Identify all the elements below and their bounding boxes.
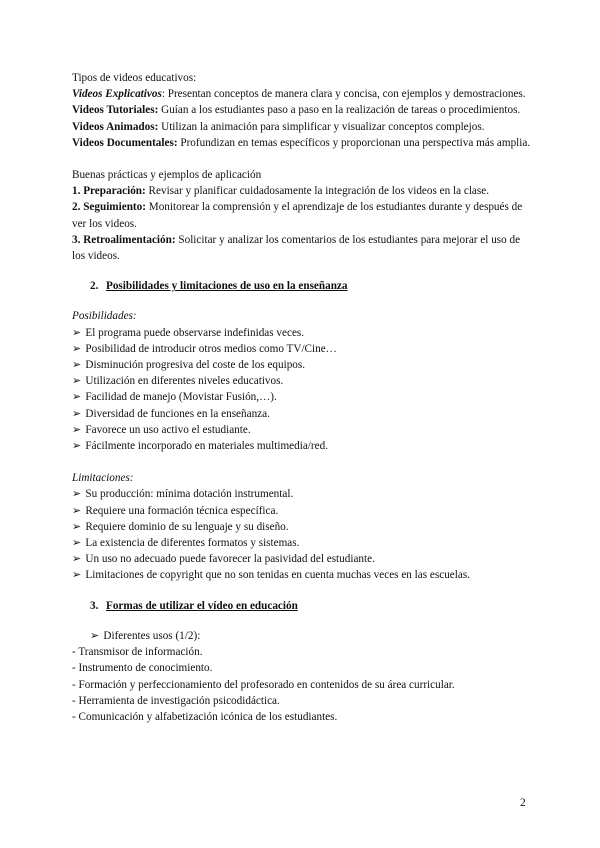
list-item: ➢ Facilidad de manejo (Movistar Fusión,…). [72,391,277,404]
list-item: ➢ Diversidad de funciones en la enseñanza. [72,407,270,420]
list-item: ➢ Fácilmente incorporado en materiales multimedia/red. [72,440,328,453]
type-item-animados: Videos Animados: Utilizan la animación para simplificar y visualizar conceptos complejos. [72,120,485,133]
possibilities-label: Posibilidades: [72,310,137,323]
list-item: ➢ El programa puede observarse indefinidas veces. [72,326,305,339]
arrow-bullet-icon: ➢ [72,423,82,436]
arrow-bullet-icon: ➢ [72,537,82,550]
type-item-tutoriales: Videos Tutoriales: Guían a los estudiantes paso a paso en la realización de tareas o procedimientos. [72,104,521,117]
type-item-explicativos: Videos Explicativos: Presentan conceptos de manera clara y concisa, con ejemplos y demostraciones. [72,88,526,101]
list-item: - Comunicación y alfabetización icónica de los estudiantes. [72,710,338,723]
list-item: ➢ Disminución progresiva del coste de los equipos. [72,359,306,372]
practices-title: Buenas prácticas y ejemplos de aplicación [72,169,262,182]
list-item: - Formación y perfeccionamiento del profesorado en contenidos de su área curricular. [72,678,455,691]
spacer [72,151,532,167]
section-2-heading: 2. Posibilidades y limitaciones de uso en la enseñanza [90,280,348,293]
practice-item: 2. Seguimiento: Monitorear la comprensión y el aprendizaje de los estudiantes durante y después de ver los videos. [72,201,523,230]
uses-label: ➢ Diferentes usos (1/2): [90,629,201,642]
arrow-bullet-icon: ➢ [72,553,82,566]
arrow-bullet-icon: ➢ [90,629,100,642]
types-title: Tipos de videos educativos: [72,72,197,84]
list-item: ➢ Favorece un uso activo el estudiante. [72,423,251,436]
uses-list [72,644,532,725]
type-item-documentales: Videos Documentales: Profundizan en temas específicos y proporcionan una perspectiva más amplia. [72,136,531,149]
section-3-heading: 3. Formas de utilizar el vídeo en educación [90,599,298,612]
practice-item: 3. Retroalimentación: Solicitar y analizar los comentarios de los estudiantes para mejorar el uso de los videos. [72,233,521,263]
list-item: ➢ Su producción: mínima dotación instrumental. [72,488,294,501]
list-item: - Herramienta de investigación psicodidáctica. [72,694,280,707]
list-item: - Instrumento de conocimiento. [72,662,213,675]
arrow-bullet-icon: ➢ [72,520,82,533]
list-item: ➢ Requiere dominio de su lenguaje y su diseño. [72,520,289,533]
arrow-bullet-icon: ➢ [72,391,82,404]
arrow-bullet-icon: ➢ [72,504,82,517]
list-item: ➢ Limitaciones de copyright que no son tenidas en cuenta muchas veces en las escuelas. [72,569,470,582]
limitations-list [72,486,532,583]
practice-item: 1. Preparación: Revisar y planificar cuidadosamente la integración de los videos en la clase. [72,185,490,198]
arrow-bullet-icon: ➢ [72,569,82,582]
arrow-bullet-icon: ➢ [72,342,82,355]
arrow-bullet-icon: ➢ [72,407,82,420]
arrow-bullet-icon: ➢ [72,359,82,372]
possibilities-list [72,325,532,455]
list-item: ➢ Utilización en diferentes niveles educativos. [72,375,284,388]
list-item: ➢ La existencia de diferentes formatos y sistemas. [72,537,300,550]
arrow-bullet-icon: ➢ [72,440,82,453]
list-item: - Transmisor de información. [72,646,203,659]
arrow-bullet-icon: ➢ [72,488,82,501]
page-number: 2 [520,797,526,809]
page-content [72,70,532,725]
arrow-bullet-icon: ➢ [72,326,82,339]
arrow-bullet-icon: ➢ [72,375,82,388]
list-item: ➢ Posibilidad de introducir otros medios como TV/Cine… [72,342,337,355]
list-item: ➢ Requiere una formación técnica específica. [72,504,279,517]
list-item: ➢ Un uso no adecuado puede favorecer la pasividad del estudiante. [72,553,375,566]
limitations-label: Limitaciones: [72,472,134,485]
